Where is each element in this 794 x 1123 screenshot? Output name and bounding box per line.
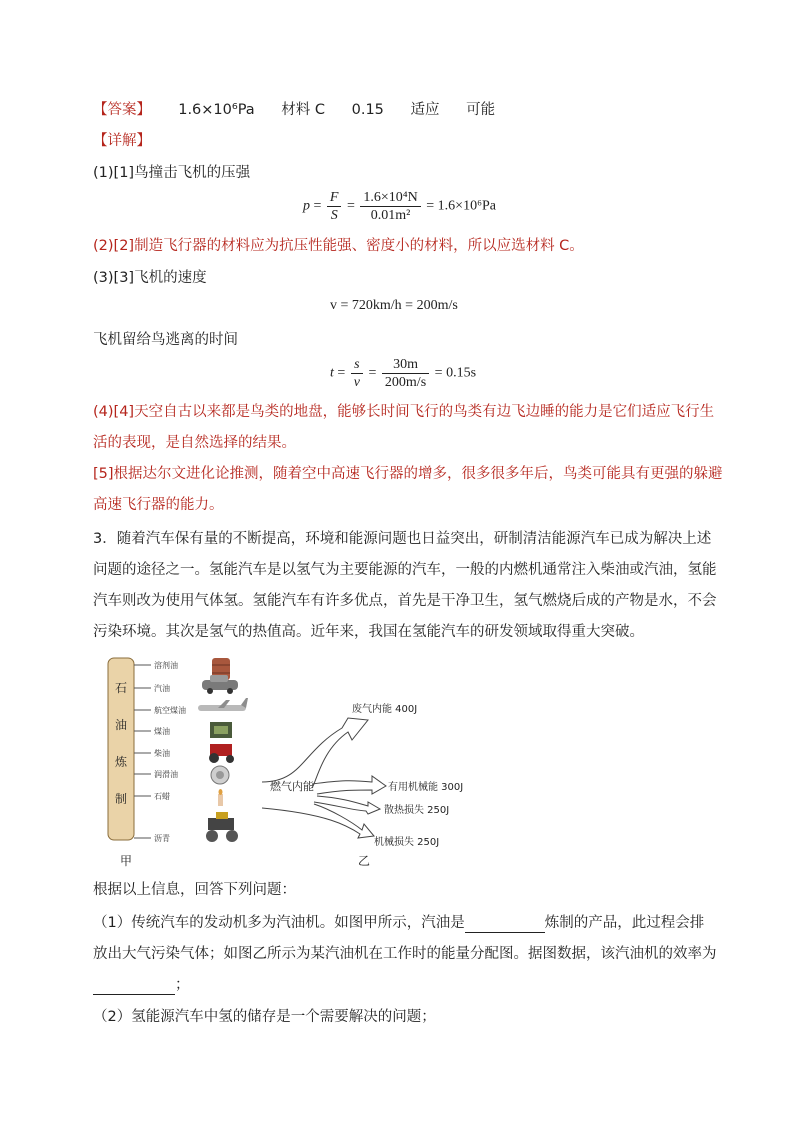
column-char-2: 油 [114, 718, 127, 732]
eq-force-value: 1.6×10⁴N [360, 189, 420, 207]
product-label-1: 溶剂油 [154, 661, 178, 670]
eq-pressure-result: 1.6×10⁶Pa [437, 198, 496, 214]
refining-column-label [111, 670, 131, 818]
figure-yi [262, 690, 472, 866]
column-char-4: 制 [114, 792, 127, 806]
stove-icon [210, 722, 232, 738]
part2-text: (2)[2]制造飞行器的材料应为抗压性能强、密度小的材料，所以应选材料 C。 [93, 238, 584, 254]
answer-blank-1[interactable] [465, 916, 545, 933]
q1-line3-end: ； [175, 977, 190, 993]
road-roller-icon [206, 812, 238, 842]
part4-line3: [5]根据达尔文进化论推测，随着空中高速飞行器的增多，很多很多年后，鸟类可能具有更强的躲避 [93, 466, 723, 482]
part3-text2: 飞机留给鸟逃离的时间 [93, 332, 238, 348]
figure-jia [106, 656, 256, 866]
q1-line1-a: （1）传统汽车的发动机多为汽油机。如图甲所示，汽油是 [93, 915, 465, 931]
eq-s: s [351, 356, 363, 374]
q1-line2: 放出大气污染气体；如图乙所示为某汽油机在工作时的能量分配图。据图数据，该汽油机的效率为 [93, 946, 717, 962]
q2-text: （2）氢能源汽车中氢的储存是一个需要解决的问题； [93, 1009, 436, 1025]
part4-line4: 高速飞行器的能力。 [93, 497, 224, 513]
part3-text: (3)[3]飞机的速度 [93, 270, 207, 286]
product-label-7: 石蜡 [154, 792, 170, 801]
gear-icon [211, 766, 229, 784]
product-label-5: 柴油 [154, 749, 170, 758]
eq-speed-value: 200m/s [384, 375, 427, 390]
answer-item-1: 1.6×10⁶Pa [178, 102, 255, 118]
car-icon [202, 675, 238, 694]
answer-item-5: 可能 [466, 102, 496, 118]
q3-line4: 污染环境。其次是氢气的热值高。近年来，我国在氢能汽车的研发领域取得重大突破。 [93, 624, 644, 640]
answer-label: 【答案】 [93, 102, 151, 118]
detail-label: 【详解】 [93, 133, 151, 149]
product-label-8: 沥青 [154, 834, 170, 843]
eq-S: S [330, 208, 338, 223]
eq-p-symbol: p [303, 198, 310, 214]
part1-text: (1)[1]鸟撞击飞机的压强 [93, 165, 251, 181]
output-label-2: 有用机械能 300J [388, 782, 464, 793]
answer-line [93, 100, 517, 120]
answer-item-2: 材料 C [281, 102, 326, 118]
source-label: 燃气内能 [270, 780, 314, 793]
product-label-6: 润滑油 [154, 770, 178, 779]
q1-line3 [93, 975, 190, 995]
figure-jia-caption: 甲 [120, 854, 133, 868]
eq-t-symbol: t [330, 365, 334, 381]
part4-line1: (4)[4]天空自古以来都是鸟类的地盘，能够长时间飞行的鸟类有边飞边睡的能力是它们适应飞行生 [93, 404, 715, 420]
output-label-4: 机械损失 250J [374, 837, 440, 848]
output-label-1: 废气内能 400J [352, 704, 418, 715]
q1-line1 [93, 913, 704, 933]
eq-F: F [327, 189, 342, 207]
product-label-3: 航空煤油 [154, 706, 186, 715]
tractor-icon [209, 744, 234, 763]
product-label-4: 煤油 [154, 727, 170, 736]
q1-line1-b: 炼制的产品，此过程会排 [544, 915, 705, 931]
prompt-text: 根据以上信息，回答下列问题： [93, 882, 296, 898]
q3-line2: 问题的途径之一。氢能汽车是以氢气为主要能源的汽车，一般的内燃机通常注入柴油或汽油，氢能 [93, 562, 717, 578]
product-label-2: 汽油 [154, 684, 170, 693]
answer-item-3: 0.15 [351, 102, 384, 118]
q3-line3: 汽车则改为使用气体氢。氢能汽车有许多优点，首先是干净卫生，氢气燃烧后成的产物是水，不会 [93, 593, 717, 609]
figure-yi-caption: 乙 [358, 854, 371, 868]
eq-v: v [353, 375, 361, 390]
part4-line2: 活的表现，是自然选择的结果。 [93, 435, 296, 451]
answer-blank-2[interactable] [93, 978, 175, 995]
q3-line1: 3．随着汽车保有量的不断提高，环境和能源问题也日益突出，研制清洁能源汽车已成为解决上述 [93, 531, 712, 547]
eq-time-result: 0.15s [446, 365, 477, 381]
time-equation: t = $\frac{s}{v}$ = $\frac{30m}{200m/s}$ = 0.15s [330, 357, 477, 390]
answer-item-4: 适应 [410, 102, 440, 118]
eq-distance-value: 30m [382, 356, 429, 374]
output-label-3: 散热损失 250J [384, 805, 450, 816]
eq-area-value: 0.01m² [370, 208, 411, 223]
candle-icon [218, 789, 223, 806]
velocity-equation: v = 720km/h = 200m/s [330, 298, 458, 313]
pressure-equation: p = $\frac{F}{S}$ = $\frac{\text{1.6×10⁴N}}{\text{0.01m²}}$ = 1.6×10⁶Pa [303, 190, 496, 223]
column-char-1: 石 [114, 681, 127, 695]
column-char-3: 炼 [114, 755, 127, 769]
airplane-icon [198, 698, 248, 711]
